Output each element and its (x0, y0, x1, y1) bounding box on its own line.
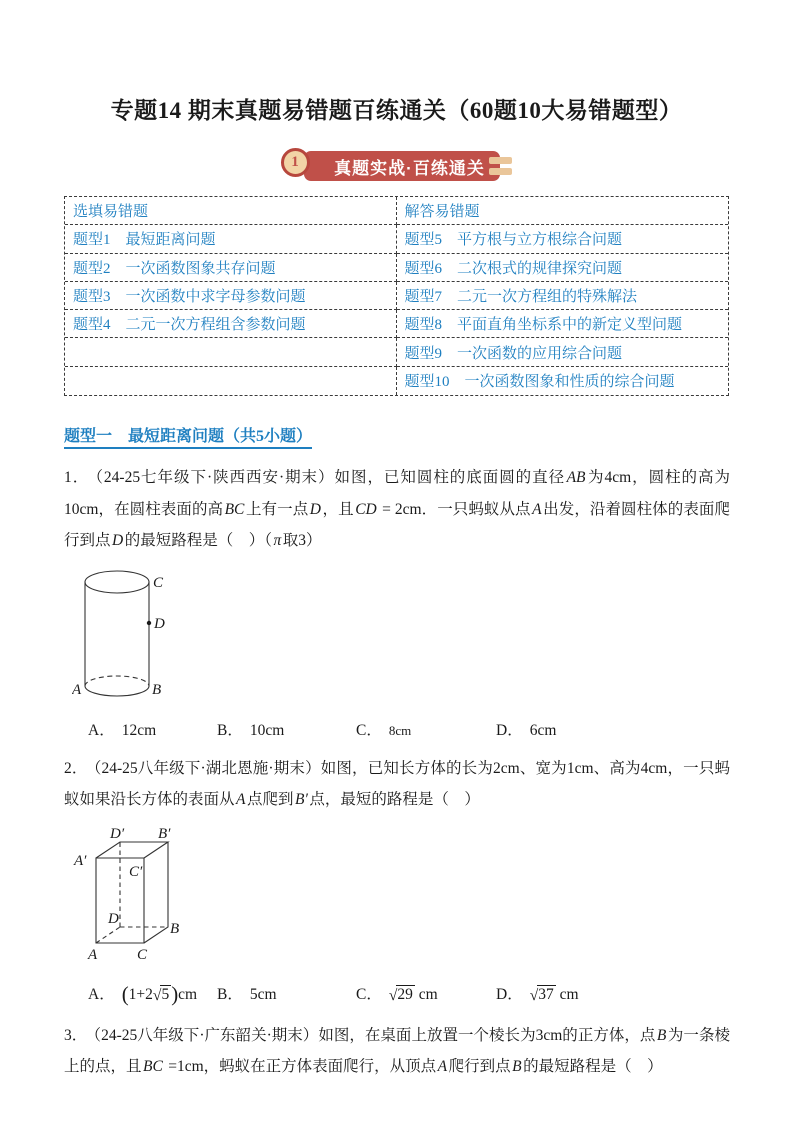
table-cell-type10: 题型10 一次函数图象和性质的综合问题 (404, 374, 675, 391)
question-1-number: 1． (64, 469, 90, 487)
table-cell-type7: 题型7 二元一次方程组的特殊解法 (397, 282, 729, 310)
table-cell-type4: 题型4 二元一次方程组含参数问题 (65, 310, 397, 338)
option-value: 8cm (388, 722, 412, 738)
table-cell-type2: 题型2 一次函数图象共存问题 (65, 254, 397, 282)
option-value: 10cm (249, 721, 285, 739)
option-label: C． (356, 721, 382, 739)
option-label: C． (356, 985, 382, 1003)
option-label: B． (217, 721, 243, 739)
question-2-text (64, 753, 730, 816)
question-1-option-d (496, 718, 729, 740)
table-cell-header-right: 解答易错题 (397, 197, 729, 225)
option-label: A． (88, 985, 115, 1003)
question-1-option-b (217, 718, 356, 740)
question-3-text (64, 1020, 730, 1083)
cuboid-svg (72, 826, 192, 966)
question-1-option-c (356, 718, 496, 740)
question-1-text (64, 462, 730, 557)
badge-bar-bottom (489, 168, 512, 175)
option-value: 5cm (249, 985, 277, 1003)
label-A: A (88, 946, 98, 963)
question-2-option-a (88, 982, 217, 1007)
question-2-option-c (356, 982, 496, 1005)
badge-number: 1 (291, 154, 299, 170)
table-cell-type3: 题型3 一次函数中求字母参数问题 (65, 282, 397, 310)
question-2-body: （24-25八年级下·湖北恩施·期末）如图，已知长方体的长为2cm、宽为1cm、高为4cm，一只蚂蚁如果沿长方体的表面从A点爬到B′点，最短的路程是（ ） (64, 759, 730, 809)
question-3-number: 3． (64, 1026, 88, 1044)
table-cell-type5: 题型5 平方根与立方根综合问题 (397, 225, 729, 253)
badge-label: 真题实战·百练通关 (334, 158, 485, 178)
option-value: √ 29 cm (388, 985, 438, 1004)
label-D: D (154, 615, 165, 632)
question-1-options (88, 718, 729, 740)
option-label: B． (217, 985, 243, 1003)
question-2-options (88, 982, 729, 1007)
badge-decoration-bars (489, 157, 512, 175)
table-cell-type6: 题型6 二次根式的规律探究问题 (397, 254, 729, 282)
badge-number-circle (281, 148, 310, 177)
option-value: (1+2 √ 5 )cm (121, 981, 198, 1006)
question-1-option-a (88, 718, 217, 740)
cylinder-svg (72, 567, 172, 702)
badge-bar-top (489, 157, 512, 164)
label-C-prime: C′ (129, 863, 143, 880)
table-cell-type8: 题型8 平面直角坐标系中的新定义型问题 (397, 310, 729, 338)
table-cell-empty-1 (65, 338, 397, 366)
label-A: A (72, 681, 82, 698)
question-2 (0, 753, 793, 1007)
question-2-option-b (217, 982, 356, 1004)
cylinder-figure (72, 567, 793, 702)
point-D-dot (147, 620, 151, 624)
option-value: √ 37 cm (529, 985, 579, 1004)
table-cell-type1: 题型1 最短距离问题 (65, 225, 397, 253)
label-D: D (108, 910, 119, 927)
label-B: B (152, 681, 162, 698)
table-cell-empty-2 (65, 367, 397, 395)
page-title: 专题14 期末真题易错题百练通关（60题10大易错题型） (110, 98, 683, 123)
section-badge (291, 150, 500, 182)
question-3-body: （24-25八年级下·广东韶关·期末）如图，在桌面上放置一个棱长为3cm的正方体，点B为一条棱上的点，且BC =1cm，蚂蚁在正方体表面爬行，从顶点A爬行到点B的最短路程是（ ） (64, 1026, 730, 1076)
cuboid-figure (72, 826, 793, 966)
label-D-prime: D′ (110, 825, 125, 842)
table-cell-type9: 题型9 一次函数的应用综合问题 (397, 338, 729, 366)
section-heading: 题型一 最短距离问题（共5小题） (64, 423, 312, 449)
option-label: D． (496, 721, 523, 739)
option-value: 6cm (529, 721, 557, 739)
badge-banner (304, 151, 500, 181)
topic-index-table (64, 196, 729, 396)
table-cell-header-left: 选填易错题 (65, 197, 397, 225)
label-C: C (137, 946, 148, 963)
question-1-body: （24-25七年级下·陕西西安·期末）如图，已知圆柱的底面圆的直径AB为4cm，圆柱的高为10cm，在圆柱表面的高BC上有一点D，且CD = 2cm．一只蚂蚁从点A出发，沿着圆柱体的表面爬行到点D的最短路程是（ ）（π取3） (64, 469, 730, 550)
question-3 (0, 1020, 793, 1083)
option-value: 12cm (121, 721, 157, 739)
section-heading-row (64, 423, 729, 449)
question-1 (0, 462, 793, 740)
question-2-number: 2． (64, 759, 88, 777)
option-label: D． (496, 985, 523, 1003)
label-C: C (153, 574, 164, 591)
label-A-prime: A′ (74, 852, 87, 869)
option-label: A． (88, 721, 115, 739)
label-B: B (170, 920, 180, 937)
question-2-option-d (496, 982, 729, 1005)
label-B-prime: B′ (158, 825, 171, 842)
